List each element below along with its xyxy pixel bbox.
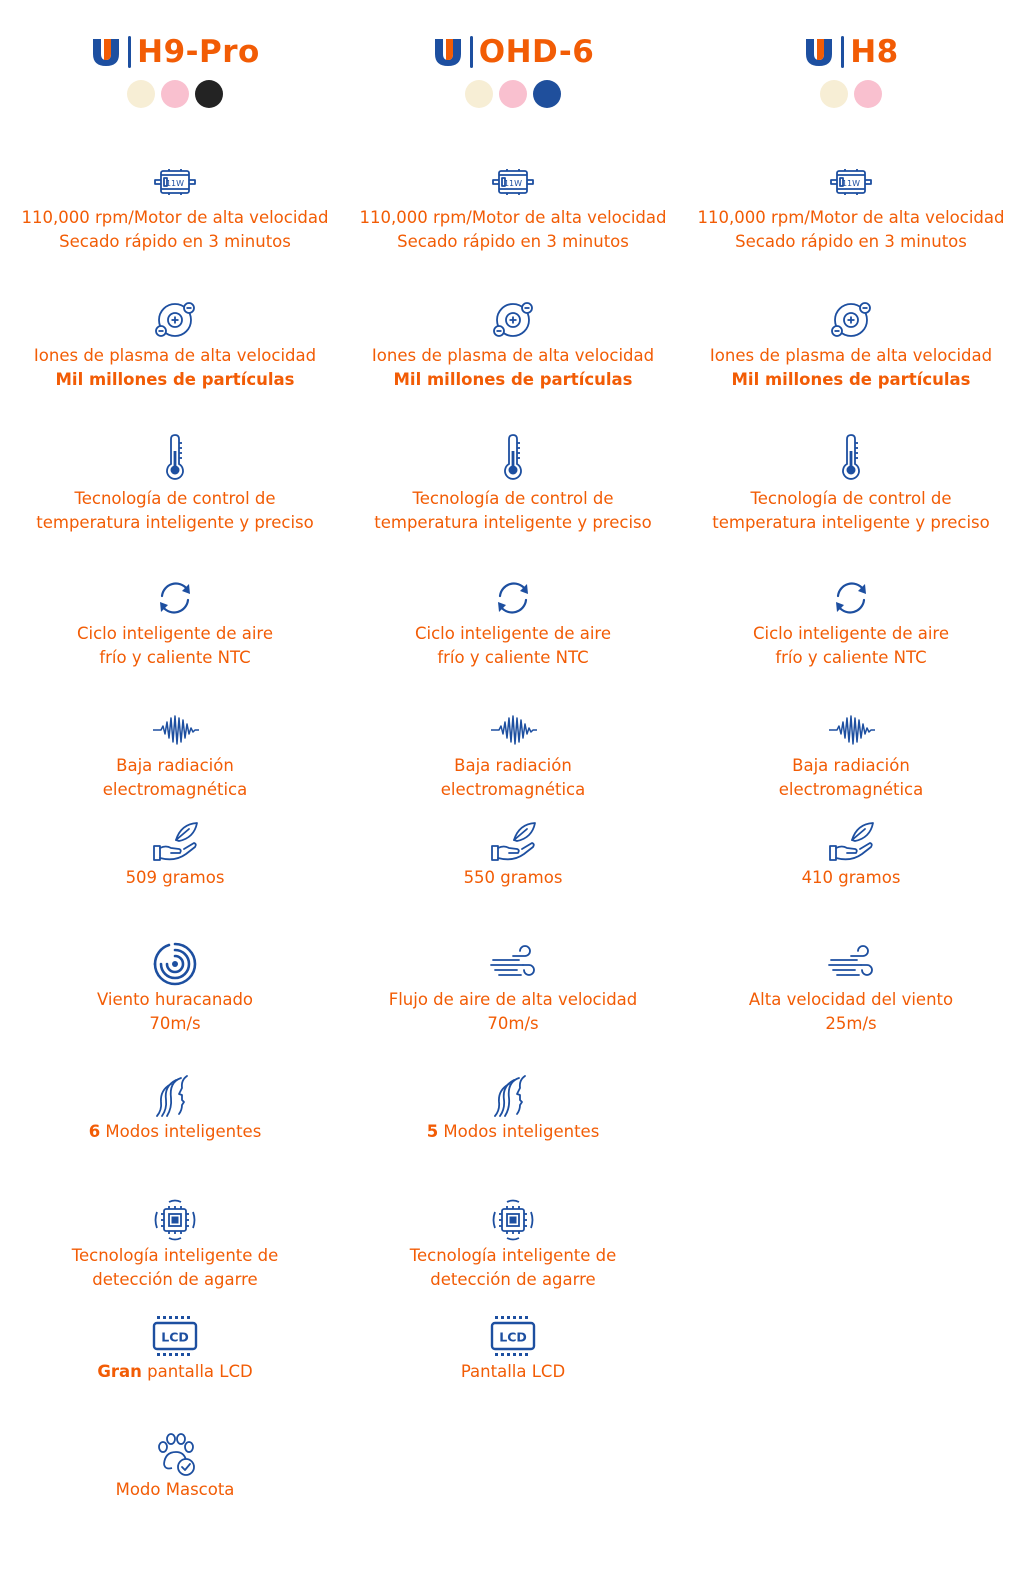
feature-line: 550 gramos — [463, 868, 563, 887]
svg-text:LCD: LCD — [161, 1329, 189, 1345]
color-swatch-pink[interactable] — [854, 80, 882, 108]
cycle-icon — [5, 574, 345, 622]
feature-line: Alta velocidad del viento — [748, 990, 954, 1009]
paw-icon — [5, 1430, 345, 1478]
feature-line: Secado rápido en 3 minutos — [59, 232, 291, 251]
product-column-ohd-6 — [343, 0, 683, 1596]
feature-motor — [681, 158, 1021, 254]
feature-ions — [343, 296, 683, 392]
feature-line-bold: Mil millones de partículas — [731, 370, 971, 389]
feature-line: 6 Modos inteligentes — [88, 1122, 262, 1141]
feature-line: Iones de plasma de alta velocidad — [709, 346, 993, 365]
color-swatches — [5, 80, 345, 108]
feature-ions — [681, 296, 1021, 392]
motor-icon — [5, 158, 345, 206]
feature-line: electromagnética — [440, 780, 586, 799]
feature-line: Tecnología inteligente de — [71, 1246, 279, 1265]
feature-line: 110,000 rpm/Motor de alta velocidad — [359, 208, 667, 227]
brand-title — [432, 32, 595, 72]
feature-line: Baja radiación — [792, 756, 910, 775]
brand-title — [803, 32, 899, 72]
feature-line: Tecnología de control de — [750, 489, 952, 508]
feature-line: 509 gramos — [125, 868, 225, 887]
brand-divider — [841, 36, 844, 68]
brand-divider — [128, 36, 131, 68]
svg-text:11W: 11W — [165, 179, 185, 188]
wind-icon — [343, 940, 683, 988]
thermometer-icon — [343, 433, 683, 481]
feature-modes — [343, 1072, 683, 1144]
feature-line: Ciclo inteligente de aire — [414, 624, 612, 643]
feature-line: 70m/s — [149, 1014, 201, 1033]
color-swatch-pink[interactable] — [161, 80, 189, 108]
feature-weight — [5, 818, 345, 890]
wind-icon — [681, 940, 1021, 988]
motor-icon — [681, 158, 1021, 206]
feature-line: Ciclo inteligente de aire — [76, 624, 274, 643]
chip-sensor-icon — [343, 1196, 683, 1244]
feature-lcd — [5, 1312, 345, 1384]
product-header — [343, 32, 683, 108]
brand-title — [90, 32, 260, 72]
feature-temperature — [681, 433, 1021, 535]
product-header — [681, 32, 1021, 108]
feature-line: Iones de plasma de alta velocidad — [371, 346, 655, 365]
feature-line: Secado rápido en 3 minutos — [397, 232, 629, 251]
motor-icon — [343, 158, 683, 206]
feature-line: Viento huracanado — [96, 990, 254, 1009]
product-name: H8 — [850, 34, 899, 70]
feature-line: 25m/s — [825, 1014, 877, 1033]
feature-line: electromagnética — [778, 780, 924, 799]
color-swatches — [343, 80, 683, 108]
feature-wind — [343, 940, 683, 1036]
feature-line: frío y caliente NTC — [99, 648, 251, 667]
feature-line: Baja radiación — [454, 756, 572, 775]
color-swatch-cream[interactable] — [465, 80, 493, 108]
feature-line: Baja radiación — [116, 756, 234, 775]
hand-feather-icon — [343, 818, 683, 866]
lcd-icon — [5, 1312, 345, 1360]
thermometer-icon — [681, 433, 1021, 481]
feature-grip — [5, 1196, 345, 1292]
feature-temperature — [5, 433, 345, 535]
feature-line: detección de agarre — [430, 1270, 596, 1289]
cycle-icon — [681, 574, 1021, 622]
feature-line: frío y caliente NTC — [437, 648, 589, 667]
ion-icon — [343, 296, 683, 344]
feature-line: detección de agarre — [92, 1270, 258, 1289]
color-swatch-blue[interactable] — [533, 80, 561, 108]
color-swatches — [681, 80, 1021, 108]
product-name: OHD-6 — [478, 34, 595, 70]
product-header — [5, 32, 345, 108]
feature-line: electromagnética — [102, 780, 248, 799]
brand-logo-icon — [432, 36, 464, 68]
feature-line: Tecnología de control de — [74, 489, 276, 508]
brand-logo-icon — [90, 36, 122, 68]
feature-grip — [343, 1196, 683, 1292]
cycle-icon — [343, 574, 683, 622]
feature-radiation — [681, 706, 1021, 802]
feature-line: 5 Modos inteligentes — [426, 1122, 600, 1141]
feature-air-cycle — [5, 574, 345, 670]
feature-wind — [681, 940, 1021, 1036]
feature-line: Pantalla LCD — [460, 1362, 566, 1381]
color-swatch-cream[interactable] — [127, 80, 155, 108]
chip-sensor-icon — [5, 1196, 345, 1244]
ion-icon — [5, 296, 345, 344]
feature-radiation — [343, 706, 683, 802]
feature-line: 70m/s — [487, 1014, 539, 1033]
feature-ions — [5, 296, 345, 392]
feature-pet-mode — [5, 1430, 345, 1502]
feature-line: 410 gramos — [801, 868, 901, 887]
wave-icon — [681, 706, 1021, 754]
feature-line: Modo Mascota — [115, 1480, 235, 1499]
feature-line: Secado rápido en 3 minutos — [735, 232, 967, 251]
feature-weight — [343, 818, 683, 890]
feature-air-cycle — [681, 574, 1021, 670]
feature-line: temperatura inteligente y preciso — [374, 513, 652, 532]
hand-feather-icon — [681, 818, 1021, 866]
ion-icon — [681, 296, 1021, 344]
feature-line-bold: Mil millones de partículas — [393, 370, 633, 389]
product-column-h8 — [681, 0, 1021, 1596]
hurricane-icon — [5, 940, 345, 988]
color-swatch-cream[interactable] — [820, 80, 848, 108]
brand-divider — [470, 36, 473, 68]
feature-wind — [5, 940, 345, 1036]
hand-feather-icon — [5, 818, 345, 866]
lcd-icon — [343, 1312, 683, 1360]
wave-icon — [343, 706, 683, 754]
feature-line: 110,000 rpm/Motor de alta velocidad — [697, 208, 1005, 227]
feature-line: Flujo de aire de alta velocidad — [388, 990, 638, 1009]
product-column-h9-pro — [5, 0, 345, 1596]
feature-line: Gran pantalla LCD — [97, 1362, 253, 1381]
feature-line: temperatura inteligente y preciso — [36, 513, 314, 532]
feature-line: Tecnología inteligente de — [409, 1246, 617, 1265]
feature-temperature — [343, 433, 683, 535]
woman-profile-icon — [343, 1072, 683, 1120]
woman-profile-icon — [5, 1072, 345, 1120]
feature-line-bold: Mil millones de partículas — [55, 370, 295, 389]
feature-radiation — [5, 706, 345, 802]
feature-line: Iones de plasma de alta velocidad — [33, 346, 317, 365]
feature-line: temperatura inteligente y preciso — [712, 513, 990, 532]
feature-line: frío y caliente NTC — [775, 648, 927, 667]
svg-text:11W: 11W — [841, 179, 861, 188]
feature-air-cycle — [343, 574, 683, 670]
color-swatch-black[interactable] — [195, 80, 223, 108]
feature-lcd — [343, 1312, 683, 1384]
feature-line: 110,000 rpm/Motor de alta velocidad — [21, 208, 329, 227]
feature-weight — [681, 818, 1021, 890]
feature-line: Ciclo inteligente de aire — [752, 624, 950, 643]
wave-icon — [5, 706, 345, 754]
svg-text:LCD: LCD — [499, 1329, 527, 1345]
feature-motor — [5, 158, 345, 254]
thermometer-icon — [5, 433, 345, 481]
feature-line: Tecnología de control de — [412, 489, 614, 508]
color-swatch-pink[interactable] — [499, 80, 527, 108]
feature-motor — [343, 158, 683, 254]
product-name: H9-Pro — [137, 34, 260, 70]
feature-modes — [5, 1072, 345, 1144]
brand-logo-icon — [803, 36, 835, 68]
svg-text:11W: 11W — [503, 179, 523, 188]
